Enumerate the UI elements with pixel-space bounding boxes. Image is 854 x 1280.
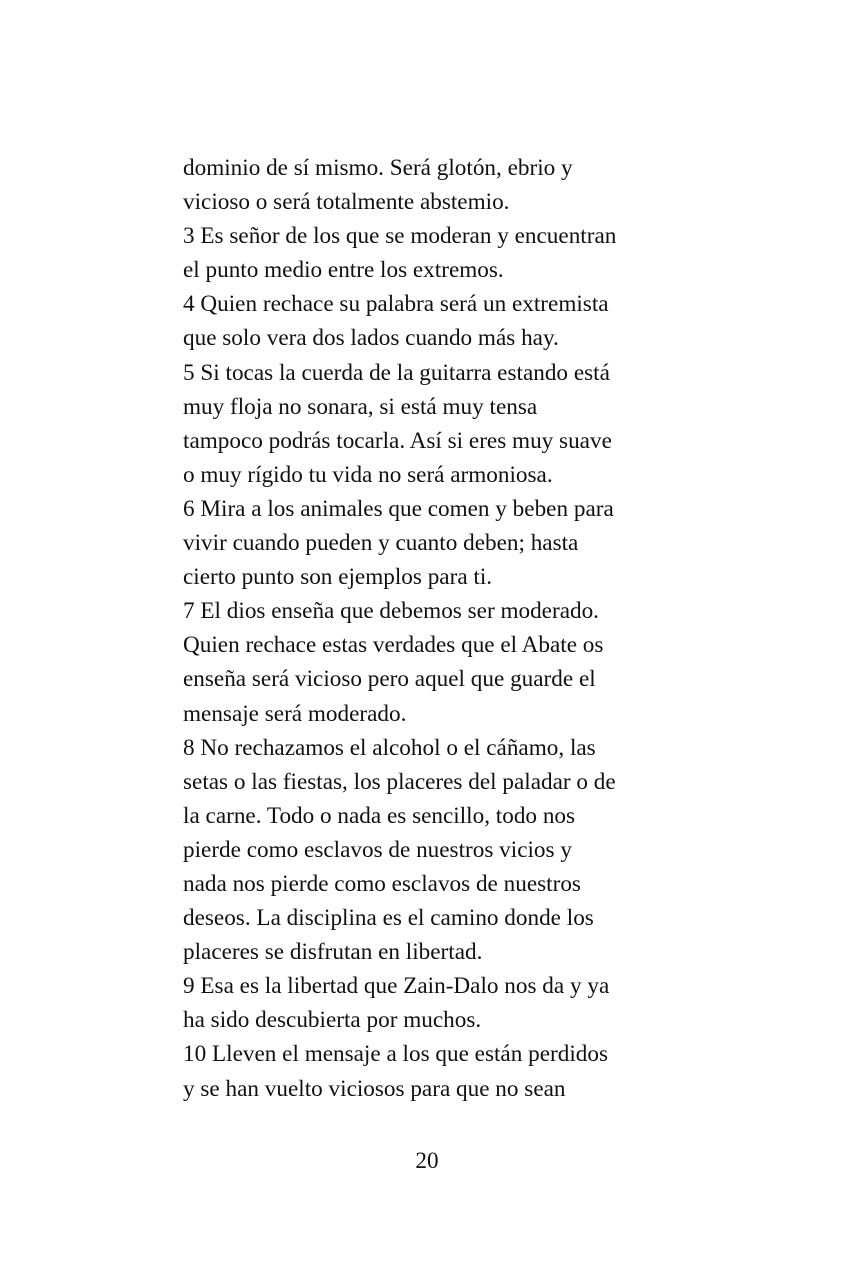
text-line: 7 El dios enseña que debemos ser moderado. bbox=[183, 598, 599, 625]
text-line: y se han vuelto viciosos para que no sean bbox=[183, 1075, 566, 1102]
text-line: cierto punto son ejemplos para ti. bbox=[183, 564, 493, 591]
text-line: 6 Mira a los animales que comen y beben para bbox=[183, 495, 614, 522]
text-line: mensaje será moderado. bbox=[183, 700, 407, 727]
text-line: 10 Lleven el mensaje a los que están perdidos bbox=[183, 1041, 608, 1068]
text-line: muy floja no sonara, si está muy tensa bbox=[183, 393, 538, 420]
text-line: enseña será vicioso pero aquel que guarde el bbox=[183, 666, 596, 693]
text-line: o muy rígido tu vida no será armoniosa. bbox=[183, 461, 553, 488]
text-line: ha sido descubierta por muchos. bbox=[183, 1007, 482, 1034]
page-number: 20 bbox=[415, 1148, 439, 1174]
text-line: 3 Es señor de los que se moderan y encuentran bbox=[183, 223, 617, 250]
text-line: tampoco podrás tocarla. Así si eres muy suave bbox=[183, 427, 612, 454]
text-line: que solo vera dos lados cuando más hay. bbox=[183, 325, 559, 352]
text-line: vivir cuando pueden y cuanto deben; hasta bbox=[183, 530, 579, 557]
text-line: 9 Esa es la libertad que Zain-Dalo nos da y ya bbox=[183, 973, 610, 1000]
text-line: placeres se disfrutan en libertad. bbox=[183, 939, 483, 966]
text-line: dominio de sí mismo. Será glotón, ebrio y bbox=[183, 155, 573, 181]
text-line: 4 Quien rechace su palabra será un extremista bbox=[183, 291, 609, 318]
body-text bbox=[183, 151, 683, 1106]
text-line: nada nos pierde como esclavos de nuestros bbox=[183, 870, 581, 897]
text-line: deseos. La disciplina es el camino donde los bbox=[183, 905, 594, 932]
text-line: vicioso o será totalmente abstemio. bbox=[183, 189, 510, 216]
text-line: la carne. Todo o nada es sencillo, todo nos bbox=[183, 802, 576, 829]
text-line: 5 Si tocas la cuerda de la guitarra estando está bbox=[183, 359, 610, 386]
text-line: pierde como esclavos de nuestros vicios y bbox=[183, 836, 572, 863]
text-line: 8 No rechazamos el alcohol o el cáñamo, las bbox=[183, 734, 596, 761]
text-line: setas o las fiestas, los placeres del paladar o de bbox=[183, 768, 616, 795]
text-line: Quien rechace estas verdades que el Abate os bbox=[183, 632, 604, 659]
text-line: el punto medio entre los extremos. bbox=[183, 257, 504, 284]
